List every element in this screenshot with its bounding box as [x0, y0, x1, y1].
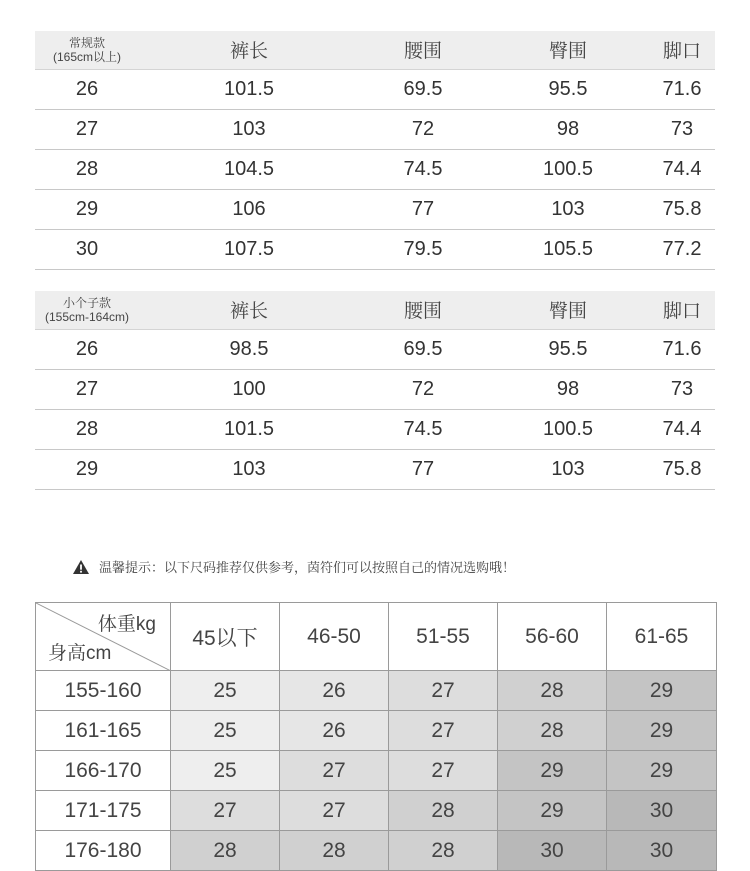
size-cell: 29 — [35, 449, 139, 489]
recommendation-table — [35, 602, 717, 871]
measurement-cell: 69.5 — [359, 69, 487, 109]
measurement-cell: 103 — [139, 449, 359, 489]
height-range-cell: 155-160 — [36, 671, 171, 711]
measurement-cell: 98 — [487, 369, 649, 409]
recommended-size-cell: 25 — [171, 711, 280, 751]
weight-axis-label: 体重kg — [97, 614, 156, 635]
measurement-cell: 71.6 — [649, 329, 715, 369]
recommended-size-cell: 29 — [607, 751, 717, 791]
measurement-cell: 73 — [649, 369, 715, 409]
measurement-cell: 79.5 — [359, 229, 487, 269]
recommended-size-cell: 29 — [498, 751, 607, 791]
recommended-size-cell: 29 — [607, 711, 717, 751]
table-row — [35, 69, 715, 109]
weight-col-header: 46-50 — [280, 603, 389, 671]
recommended-size-cell: 25 — [171, 751, 280, 791]
size-cell: 29 — [35, 189, 139, 229]
height-range-cell: 161-165 — [36, 711, 171, 751]
table-row — [36, 671, 717, 711]
measurement-cell: 72 — [359, 109, 487, 149]
measurement-cell: 73 — [649, 109, 715, 149]
measurement-cell: 104.5 — [139, 149, 359, 189]
size-cell: 26 — [35, 329, 139, 369]
height-range-cell: 171-175 — [36, 791, 171, 831]
regular-type-sub: (165cm以上) — [52, 49, 121, 64]
table-row — [35, 189, 715, 229]
header-waist: 腰围 — [359, 291, 487, 329]
measurement-cell: 106 — [139, 189, 359, 229]
header-length: 裤长 — [139, 291, 359, 329]
table-row — [35, 109, 715, 149]
recommended-size-cell: 27 — [280, 791, 389, 831]
table-row — [35, 229, 715, 269]
measurement-cell: 74.5 — [359, 409, 487, 449]
table-row — [35, 149, 715, 189]
recommended-size-cell: 28 — [389, 831, 498, 871]
recommended-size-cell: 28 — [498, 671, 607, 711]
height-axis-label: 身高cm — [48, 643, 112, 664]
size-cell: 30 — [35, 229, 139, 269]
measurement-cell: 101.5 — [139, 69, 359, 109]
petite-type-header — [35, 291, 139, 329]
weight-col-header: 61-65 — [607, 603, 717, 671]
measurement-cell: 77 — [359, 189, 487, 229]
weight-col-header: 56-60 — [498, 603, 607, 671]
recommended-size-cell: 28 — [389, 791, 498, 831]
recommended-size-cell: 28 — [280, 831, 389, 871]
petite-type-sub: (155cm-164cm) — [44, 309, 130, 324]
recommended-size-cell: 27 — [389, 751, 498, 791]
recommended-size-cell: 29 — [607, 671, 717, 711]
recommended-size-cell: 29 — [498, 791, 607, 831]
measurement-cell: 74.4 — [649, 409, 715, 449]
measurement-cell: 74.5 — [359, 149, 487, 189]
weight-col-header: 45以下 — [171, 603, 280, 671]
measurement-cell: 69.5 — [359, 329, 487, 369]
size-cell: 28 — [35, 149, 139, 189]
height-range-cell: 176-180 — [36, 831, 171, 871]
table-row — [36, 831, 717, 871]
measurement-cell: 98 — [487, 109, 649, 149]
table-row — [35, 449, 715, 489]
measurement-cell: 100 — [139, 369, 359, 409]
recommended-size-cell: 27 — [171, 791, 280, 831]
warning-icon — [72, 559, 90, 575]
measurement-cell: 71.6 — [649, 69, 715, 109]
regular-type-label: 常规款 — [68, 35, 105, 50]
header-hem: 脚口 — [649, 31, 715, 69]
tip-text: 温馨提示：以下尺码推荐仅供参考，茵符们可以按照自己的情况选购哦！ — [99, 560, 516, 575]
header-waist: 腰围 — [359, 31, 487, 69]
header-hip: 臀围 — [487, 291, 649, 329]
height-range-cell: 166-170 — [36, 751, 171, 791]
regular-type-header — [35, 31, 139, 69]
measurement-cell: 75.8 — [649, 189, 715, 229]
measurement-cell: 105.5 — [487, 229, 649, 269]
measurement-cell: 107.5 — [139, 229, 359, 269]
tip-line — [72, 557, 515, 576]
measurement-cell: 77.2 — [649, 229, 715, 269]
recommended-size-cell: 27 — [389, 711, 498, 751]
table-row — [35, 369, 715, 409]
table-row — [35, 329, 715, 369]
recommended-size-cell: 28 — [498, 711, 607, 751]
table-row — [36, 751, 717, 791]
recommended-size-cell: 26 — [280, 711, 389, 751]
recommended-size-cell: 27 — [389, 671, 498, 711]
measurement-cell: 103 — [487, 189, 649, 229]
measurement-cell: 72 — [359, 369, 487, 409]
recommended-size-cell: 27 — [280, 751, 389, 791]
header-hem: 脚口 — [649, 291, 715, 329]
measurement-cell: 95.5 — [487, 69, 649, 109]
regular-size-table — [35, 31, 715, 270]
size-cell: 28 — [35, 409, 139, 449]
rec-corner-cell — [36, 603, 171, 671]
regular-header-row — [35, 31, 715, 69]
table-row — [36, 711, 717, 751]
measurement-cell: 103 — [139, 109, 359, 149]
recommended-size-cell: 26 — [280, 671, 389, 711]
measurement-cell: 77 — [359, 449, 487, 489]
recommended-size-cell: 28 — [171, 831, 280, 871]
measurement-cell: 75.8 — [649, 449, 715, 489]
recommended-size-cell: 30 — [607, 831, 717, 871]
recommended-size-cell: 30 — [498, 831, 607, 871]
measurement-cell: 98.5 — [139, 329, 359, 369]
petite-type-label: 小个子款 — [62, 295, 111, 310]
recommended-size-cell: 25 — [171, 671, 280, 711]
table-row — [36, 791, 717, 831]
measurement-cell: 74.4 — [649, 149, 715, 189]
size-cell: 26 — [35, 69, 139, 109]
recommended-size-cell: 30 — [607, 791, 717, 831]
measurement-cell: 100.5 — [487, 149, 649, 189]
measurement-cell: 95.5 — [487, 329, 649, 369]
weight-col-header: 51-55 — [389, 603, 498, 671]
measurement-cell: 103 — [487, 449, 649, 489]
petite-size-table — [35, 291, 715, 490]
header-hip: 臀围 — [487, 31, 649, 69]
measurement-cell: 101.5 — [139, 409, 359, 449]
header-length: 裤长 — [139, 31, 359, 69]
petite-header-row — [35, 291, 715, 329]
size-cell: 27 — [35, 369, 139, 409]
measurement-cell: 100.5 — [487, 409, 649, 449]
table-row — [35, 409, 715, 449]
size-cell: 27 — [35, 109, 139, 149]
rec-header-row — [36, 603, 717, 671]
